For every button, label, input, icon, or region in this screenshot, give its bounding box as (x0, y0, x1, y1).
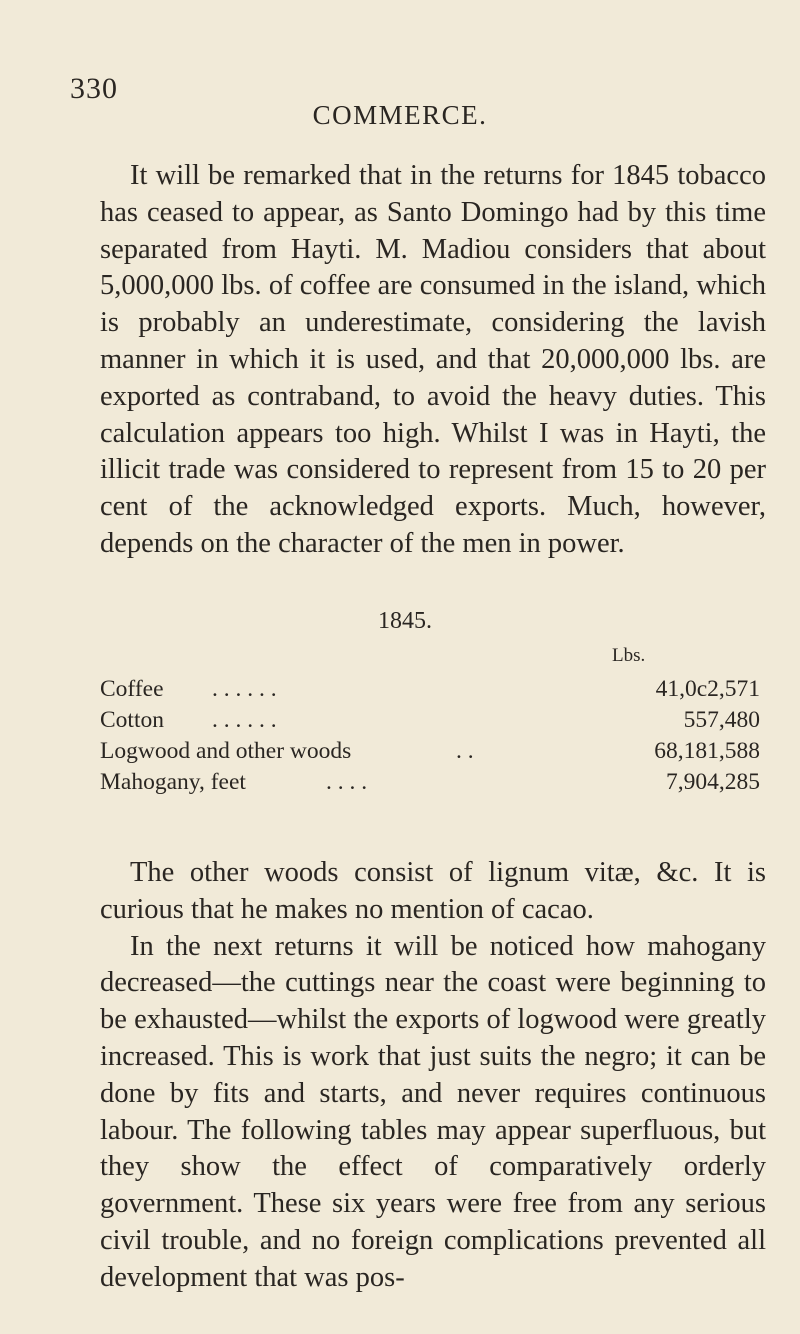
table-row-coffee (100, 676, 760, 706)
row-label: Mahogany, feet (100, 769, 246, 795)
table-row-cotton (100, 707, 760, 737)
paragraph-returns-1845: It will be remarked that in the returns for 1845 tobacco has ceased to appear, as Santo Domingo had by this time separated from Hayti. M. Madiou considers that about 5,000,000 lbs. of coffee are consumed in the island, which is probably an underestimate, considering the lavish manner in which it is used, and that 20,000,000 lbs. are exported as contraband, to avoid the heavy duties. This calculation appears too high. Whilst I was in Hayti, the illicit trade was considered to represent from 15 to 20 per cent of the acknowledged exports. Much, however, depends on the character of the men in power. (100, 160, 766, 559)
row-leader-dots: . . . . . . (212, 707, 277, 733)
row-label: Logwood and other woods (100, 738, 352, 764)
row-label: Cotton (100, 707, 164, 733)
row-value: 7,904,285 (666, 769, 760, 795)
table-unit-heading: Lbs. (612, 645, 646, 666)
table-row-mahogany (100, 769, 760, 799)
row-label: Coffee (100, 676, 164, 702)
row-leader-dots: . . . . (326, 769, 368, 795)
paragraph-other-woods: The other woods consist of lignum vitæ, &c. It is curious that he makes no mention of cacao. (100, 857, 766, 925)
page-number: 330 (70, 72, 118, 105)
paragraph-next-returns: In the next returns it will be noticed how mahogany decreased—the cuttings near the coast were beginning to be exhausted—whilst the exports of logwood were greatly increased. This is work that just suits the negro; it can be done by fits and starts, and never requires continuous labour. The following tables may appear superfluous, but they show the effect of comparatively orderly government. These six years were free from any serious civil trouble, and no foreign complications prevented all development that was pos- (100, 930, 766, 1293)
row-value: 41,0c2,571 (655, 676, 760, 702)
running-head: COMMERCE. (312, 100, 488, 130)
table-year-heading: 1845. (378, 608, 432, 634)
table-row-logwood (100, 738, 760, 768)
row-value: 68,181,588 (654, 738, 760, 764)
paragraph-block-after-table (100, 855, 766, 1297)
row-leader-dots: . . (456, 738, 474, 764)
row-leader-dots: . . . . . . (212, 676, 277, 702)
row-value: 557,480 (683, 707, 760, 733)
